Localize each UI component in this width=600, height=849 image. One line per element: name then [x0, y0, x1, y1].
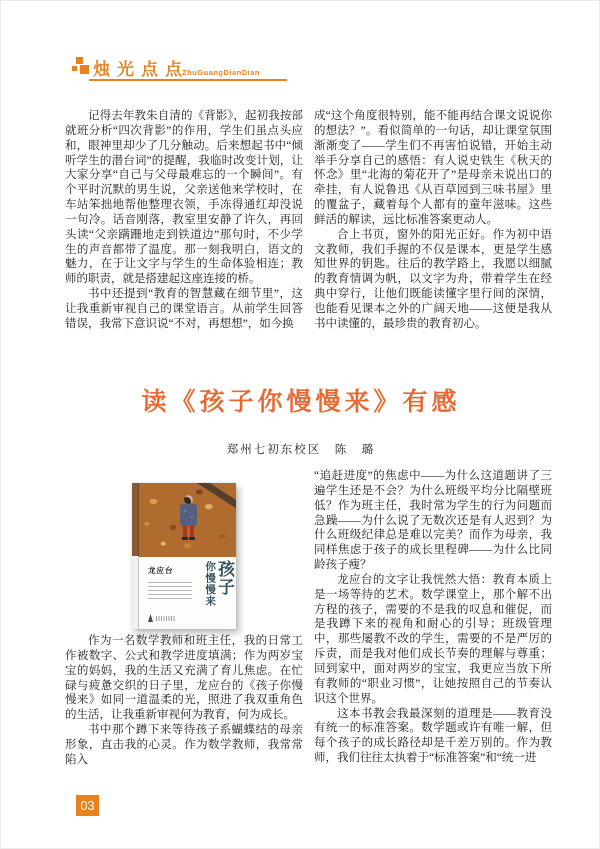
page-number-badge: 03	[76, 795, 99, 816]
paragraph: “追赶进度”的焦虑中——为什么这道题讲了三遍学生还是不会？为什么班级平均分比隔壁班低？作为班主任，我时常为学生的行为问题而急躁——为什么说了无数次还是有人迟到？为什么班级纪律总是难以完美？而作为母亲，我同样焦虑于孩子的成长里程碑——为什么比同龄孩子瘦？	[314, 470, 552, 572]
top-article-right-column	[314, 109, 552, 351]
paragraph: 这本书教会我最深刻的道理是——教育没有统一的标准答案。数学题或许有唯一解，但每个孩子的成长路径却是千差万别的。作为教师，我们往往太执着于“标准答案”和“统一进	[314, 707, 552, 765]
paragraph: 作为一名数学教师和班主任，我的日常工作被数字、公式和教学进度填满；作为两岁宝宝的妈妈，我的生活又充满了育儿焦虑。在忙碌与疲惫交织的日子里，龙应台的《孩子你慢慢来》如同一道温柔的光，照进了我双重角色的生活，让我重新审视何为教育，何为成长。	[65, 635, 303, 722]
book-spine	[132, 483, 139, 629]
book-vertical-title	[201, 560, 234, 626]
feature-article-author: 郑州七初东校区 陈 璐	[226, 444, 376, 456]
book-cover-photo	[139, 483, 236, 557]
book-cover-image	[132, 483, 236, 629]
paragraph: 合上书页，窗外的阳光正好。作为初中语文教师，我们手握的不仅是课本，更是学生感知世界的钥匙。往后的教学路上，我愿以细腻的教育情调为帆，以文字为舟，带着学生在经典中穿行，让他们既能读懂字里行间的深情，也能看见课本之外的广阔天地——这便是我从书中读懂的，最珍贵的教育初心。	[314, 228, 552, 330]
feature-article-title: 读《孩子你慢慢来》有感	[141, 389, 461, 416]
tree-trunk-graphic	[194, 483, 236, 510]
book-blurb-lines	[148, 582, 192, 600]
book-title-part2: 你慢慢来	[204, 561, 216, 607]
masthead-underline	[89, 79, 287, 81]
feature-article-columns	[65, 469, 552, 766]
paragraph: 龙应台的文字让我恍然大悟：教育本质上是一场等待的艺术。数学课堂上，那个解不出方程的孩子，需要的不是我的叹息和催促，而是我蹲下来的视角和耐心的引导；班级管理中，那些屡教不改的学生，需要的不是严厉的斥责，而是我对他们成长节奏的理解与尊重；回到家中，面对两岁的宝宝，我更应当放下所有教师的“职业习惯”，让她按照自己的节奏认识这个世界。	[314, 573, 552, 705]
book-cover-lower-panel	[139, 557, 236, 629]
column-title: 烛光点点	[93, 60, 189, 79]
feature-right-column	[314, 469, 552, 765]
paragraph: 成“这个角度很特别，能不能再结合课文说说你的想法？”。看似简单的一句话，却让课堂氛围渐渐变了——学生们不再害怕说错，开始主动举手分享自己的感悟：有人说史铁生《秋天的怀念》里“北海的菊花开了”是母亲未说出口的牵挂，有人说鲁迅《从百草园到三味书屋》里的覆盆子，藏着每个人都有的童年滋味。这些鲜活的解读，远比标准答案更动人。	[314, 110, 552, 226]
book-title-part1: 孩子	[215, 560, 234, 596]
paragraph: 书中还提到“教育的智慧藏在细节里”，这让我重新审视自己的课堂语言。从前学生回答错误，我常下意识说“不对，再想想”，如今换	[65, 288, 303, 330]
book-author-name: 龙应台	[148, 566, 174, 575]
paragraph: 记得去年教朱自清的《背影》，起初我按部就班分析“四次背影”的作用，学生们虽点头应和，眼神里却少了几分触动。后来想起书中“倾听学生的潜台词”的提醒，我临时改变计划，让大家分享“自己与父母最难忘的一个瞬间”。有个平时沉默的男生说，父亲送他来学校时，在车站笨拙地帮他整理衣领，手冻得通红却没说一句冷。话音刚落，教室里安静了许久，再回头读“父亲蹒跚地走到铁道边”那句时，不少学生的声音都带了温度。那一刻我明白，语文的魅力，在于让文字与学生的生命体验相连；教师的职责，就是搭建起这座连接的桥。	[65, 110, 303, 286]
child-figure-graphic	[179, 495, 199, 547]
pixel-candle-logo-icon	[72, 57, 89, 75]
top-article-columns	[65, 109, 552, 351]
top-article-left-column	[65, 109, 303, 351]
feature-left-column	[65, 469, 303, 766]
publisher-logo	[148, 614, 178, 622]
paragraph: 书中那个蹲下来等待孩子系蝴蝶结的母亲形象，直击我的心灵。作为数学教师，我常常陷入	[65, 724, 303, 766]
column-title-pinyin: ZhuGuangDianDian	[182, 68, 260, 77]
